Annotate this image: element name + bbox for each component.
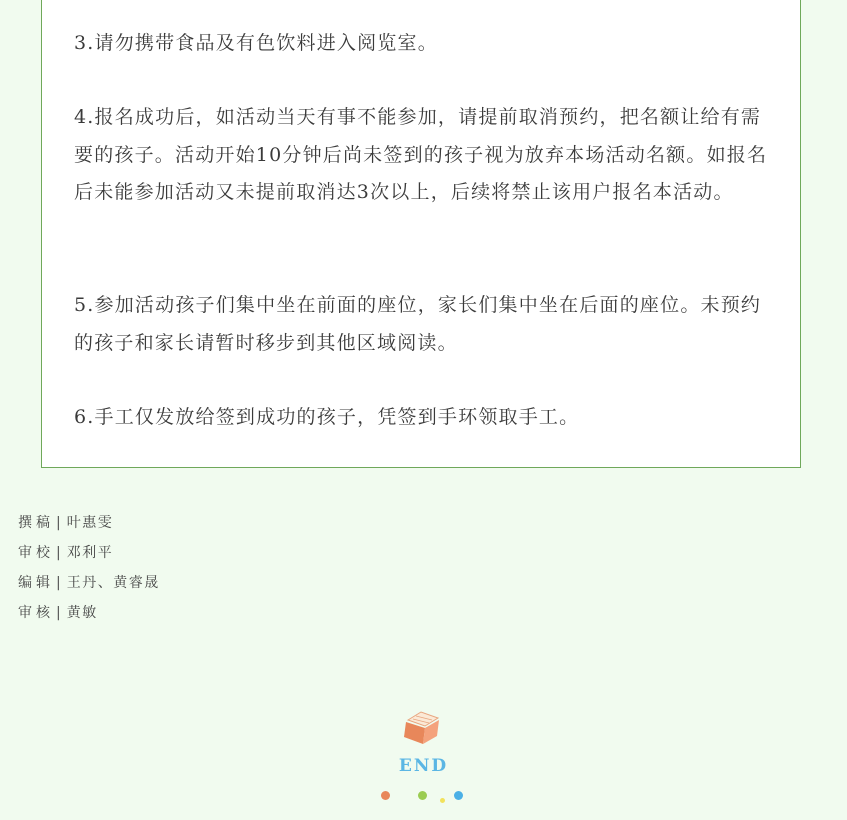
credit-writer <box>18 510 160 540</box>
notice-box <box>41 0 801 468</box>
book-icon <box>403 710 441 746</box>
credit-name: 王丹、黄睿晟 <box>66 575 160 591</box>
credits <box>18 510 160 630</box>
credit-separator: | <box>56 545 61 561</box>
credit-role: 审核 <box>18 605 54 621</box>
decor-dot-yellow <box>440 798 445 803</box>
rule-item: 3.请勿携带食品及有色饮料进入阅览室。 <box>74 32 438 54</box>
credit-proofreader <box>18 540 160 570</box>
credit-role: 编辑 <box>18 575 54 591</box>
decor-dot-orange <box>381 791 390 800</box>
credit-editor <box>18 570 160 600</box>
rule-item: 6.手工仅发放给签到成功的孩子，凭签到手环领取手工。 <box>74 406 580 428</box>
credit-role: 撰稿 <box>18 515 54 531</box>
credit-reviewer <box>18 600 160 630</box>
credit-role: 审校 <box>18 545 54 561</box>
credit-name: 黄敏 <box>66 605 98 621</box>
rule-item: 5.参加活动孩子们集中坐在前面的座位，家长们集中坐在后面的座位。未预约的孩子和家长请暂时移步到其他区域阅读。 <box>74 294 762 354</box>
rule-item: 4.报名成功后，如活动当天有事不能参加，请提前取消预约，把名额让给有需要的孩子。活动开始10分钟后尚未签到的孩子视为放弃本场活动名额。如报名后未能参加活动又未提前取消达3次以上，后续将禁止该用户报名本活动。 <box>74 106 768 203</box>
credit-name: 叶惠雯 <box>66 515 114 531</box>
credit-separator: | <box>56 515 61 531</box>
end-block <box>0 708 847 808</box>
end-label: END <box>398 756 449 776</box>
credit-name: 邓利平 <box>66 545 114 561</box>
decor-dot-blue <box>454 791 463 800</box>
credit-separator: | <box>56 605 61 621</box>
credit-separator: | <box>56 575 61 591</box>
decor-dot-green <box>418 791 427 800</box>
